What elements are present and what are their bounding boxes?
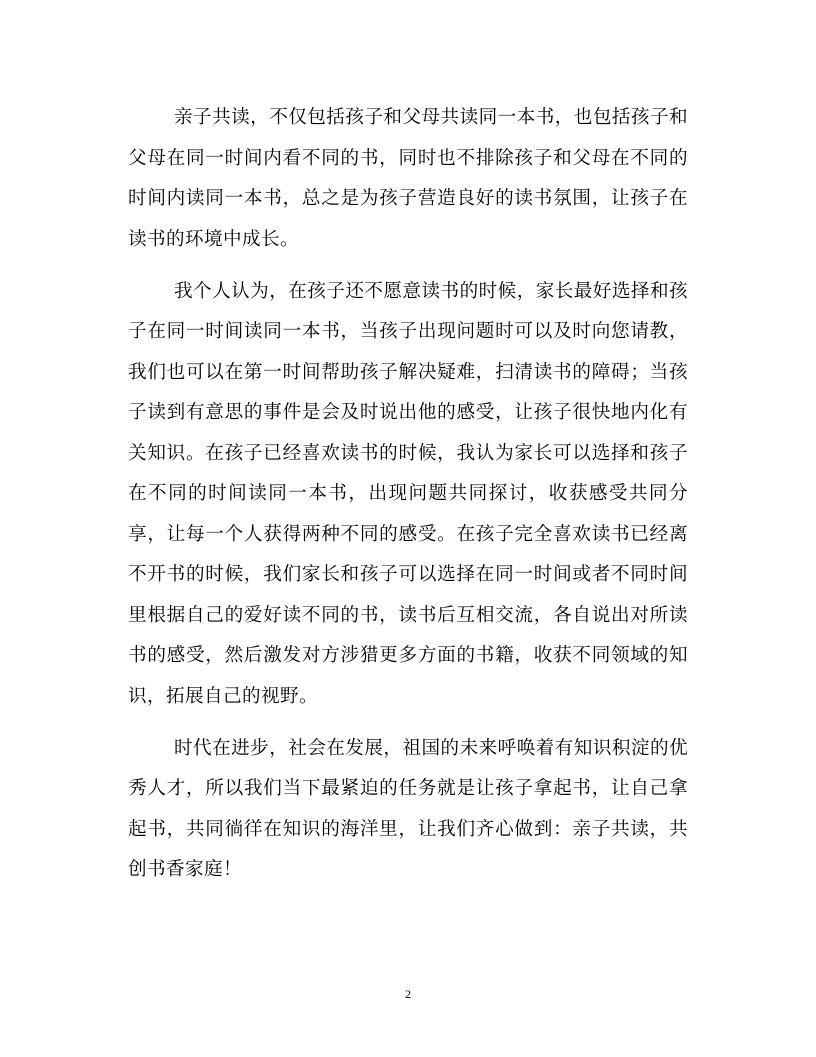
paragraph-3: 时代在进步，社会在发展，祖国的未来呼唤着有知识积淀的优秀人才，所以我们当下最紧迫的任务就是让孩子拿起书，让自己拿起书，共同徜徉在知识的海洋里，让我们齐心做到：亲子共读，共创书香家庭！	[128, 737, 688, 880]
paragraph-1: 亲子共读，不仅包括孩子和父母共读同一本书，也包括孩子和父母在同一时间内看不同的书，同时也不排除孩子和父母在不同的时间内读同一本书，总之是为孩子营造良好的读书氛围，让孩子在读书的环境中成长。	[128, 107, 688, 250]
document-body	[128, 98, 688, 902]
page-number: 2	[405, 987, 411, 1001]
paragraph-2: 我个人认为，在孩子还不愿意读书的时候，家长最好选择和孩子在同一时间读同一本书，当孩子出现问题时可以及时向您请教，我们也可以在第一时间帮助孩子解决疑难，扫清读书的障碍；当孩子读到有意思的事件是会及时说出他的感受，让孩子很快地内化有关知识。在孩子已经喜欢读书的时候，我认为家长可以选择和孩子在不同的时间读同一本书，出现问题共同探讨，收获感受共同分享，让每一个人获得两种不同的感受。在孩子完全喜欢读书已经离不开书的时候，我们家长和孩子可以选择在同一时间或者不同时间里根据自己的爱好读不同的书，读书后互相交流，各自说出对所读书的感受，然后激发对方涉猎更多方面的书籍，收获不同领域的知识，拓展自己的视野。	[128, 280, 688, 707]
